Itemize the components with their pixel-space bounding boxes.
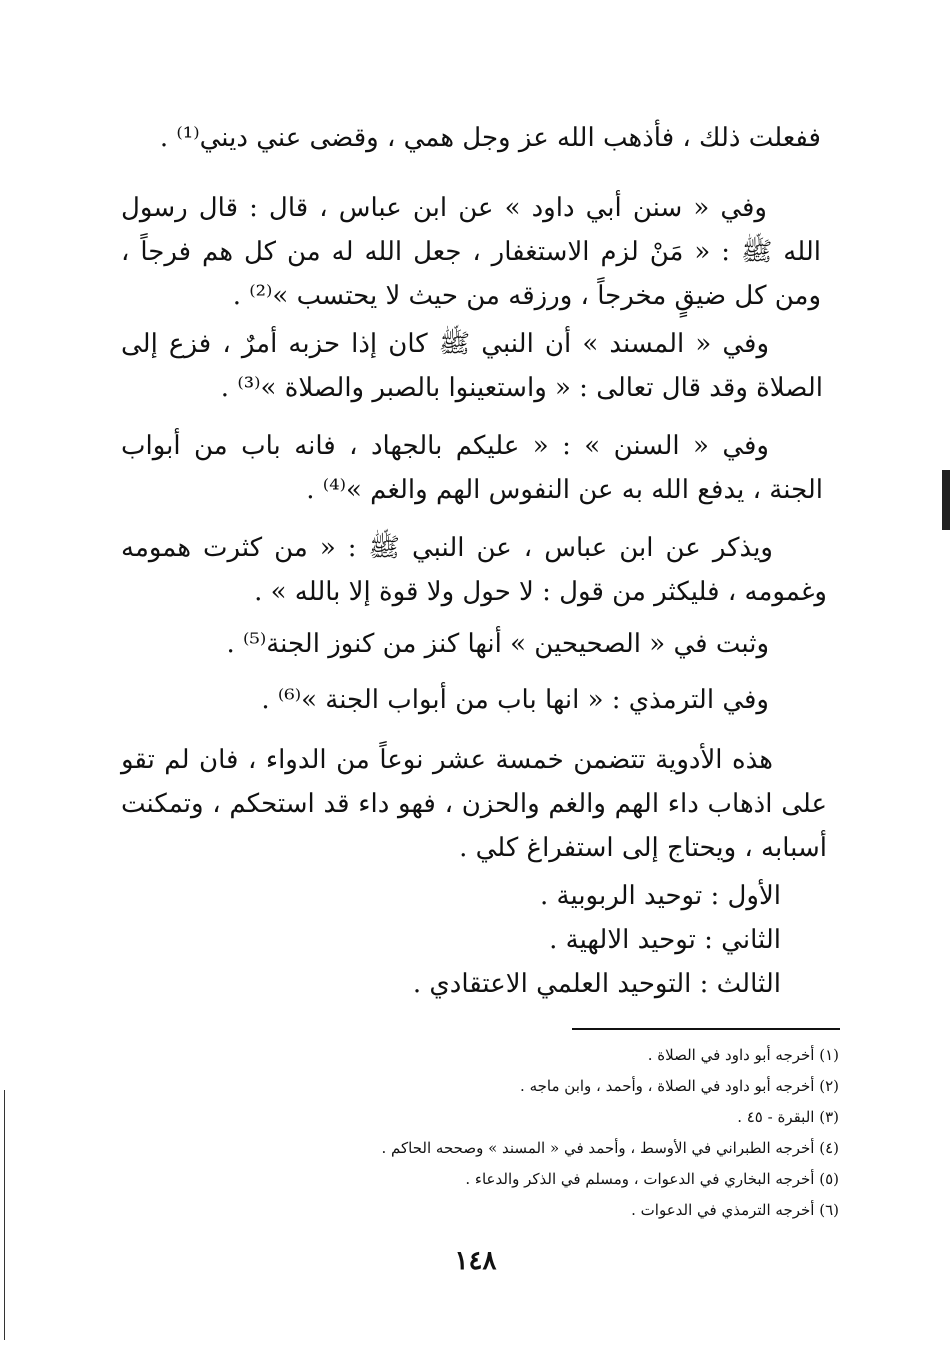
scan-edge-shadow	[942, 470, 950, 530]
list-item: الثاني : توحيد الالهية .	[549, 925, 781, 955]
paragraph-text: هذه الأدوية تتضمن خمسة عشر نوعاً من الدواء ، فان لم تقو على اذهاب داء الهم والغم والحزن ، فهو داء قد استحكم ، وتمكنت أسبابه ، ويحتاج إلى استفراغ كلي .	[121, 745, 827, 863]
paragraph-musnad	[121, 322, 823, 410]
paragraph-text: وفي « السنن » : « عليكم بالجهاد ، فانه باب من أبواب الجنة ، يدفع الله به عن النفوس الهم والغم »⁽⁴⁾ .	[121, 431, 823, 505]
footnote: (٢) أخرجه أبو داود في الصلاة ، وأحمد ، وابن ماجه .	[520, 1077, 839, 1095]
paragraph-sunan	[121, 424, 823, 512]
footnote: (١) أخرجه أبو داود في الصلاة .	[647, 1046, 839, 1064]
footnote: (٣) البقرة - ٤٥ .	[737, 1108, 839, 1126]
scan-edge-mark	[4, 1090, 7, 1340]
list-item: الأول : توحيد الربوبية .	[540, 881, 781, 911]
paragraph-remedies	[121, 738, 827, 870]
paragraph-text: وفي « المسند » أن النبي ﷺ كان إذا حزبه أمرٌ ، فزع إلى الصلاة وقد قال تعالى : « واستعينوا بالصبر والصلاة »⁽³⁾ .	[121, 329, 823, 403]
paragraph-tirmidhi	[149, 678, 769, 722]
footnotes	[279, 1040, 839, 1226]
tawhid-list	[281, 874, 781, 1006]
paragraph-text: وثبت في « الصحيحين » أنها كنز من كنوز الجنة⁽⁵⁾ .	[226, 629, 769, 659]
paragraph-text: ففعلت ذلك ، فأذهب الله عز وجل همي ، وقضى عني ديني⁽¹⁾ .	[159, 123, 821, 153]
paragraph-abu-dawud	[121, 186, 821, 318]
page-number: ١٤٨	[454, 1246, 497, 1276]
paragraph-sahihayn	[149, 622, 769, 666]
footnote: (٤) أخرجه الطبراني في الأوسط ، وأحمد في « المسند » وصححه الحاكم .	[381, 1139, 839, 1157]
paragraph-text: وفي « سنن أبي داود » عن ابن عباس ، قال : قال رسول الله ﷺ : « مَنْ لزم الاستغفار ، جعل الله له من كل هم فرجاً ، ومن كل ضيقٍ مخرجاً ، ورزقه من حيث لا يحتسب »⁽²⁾ .	[121, 193, 821, 311]
paragraph-text: وفي الترمذي : « انها باب من أبواب الجنة »⁽⁶⁾ .	[261, 685, 769, 715]
paragraph-ibn-abbas	[121, 526, 827, 614]
list-item: الثالث : التوحيد العلمي الاعتقادي .	[412, 969, 781, 999]
paragraph-continuation	[121, 116, 821, 160]
footnote: (٥) أخرجه البخاري في الدعوات ، ومسلم في الذكر والدعاء .	[465, 1170, 839, 1188]
footnote-separator	[572, 1028, 840, 1030]
paragraph-text: ويذكر عن ابن عباس ، عن النبي ﷺ : « من كثرت همومه وغمومه ، فليكثر من قول : لا حول ولا قوة إلا بالله » .	[121, 533, 827, 607]
footnote: (٦) أخرجه الترمذي في الدعوات .	[631, 1201, 839, 1219]
